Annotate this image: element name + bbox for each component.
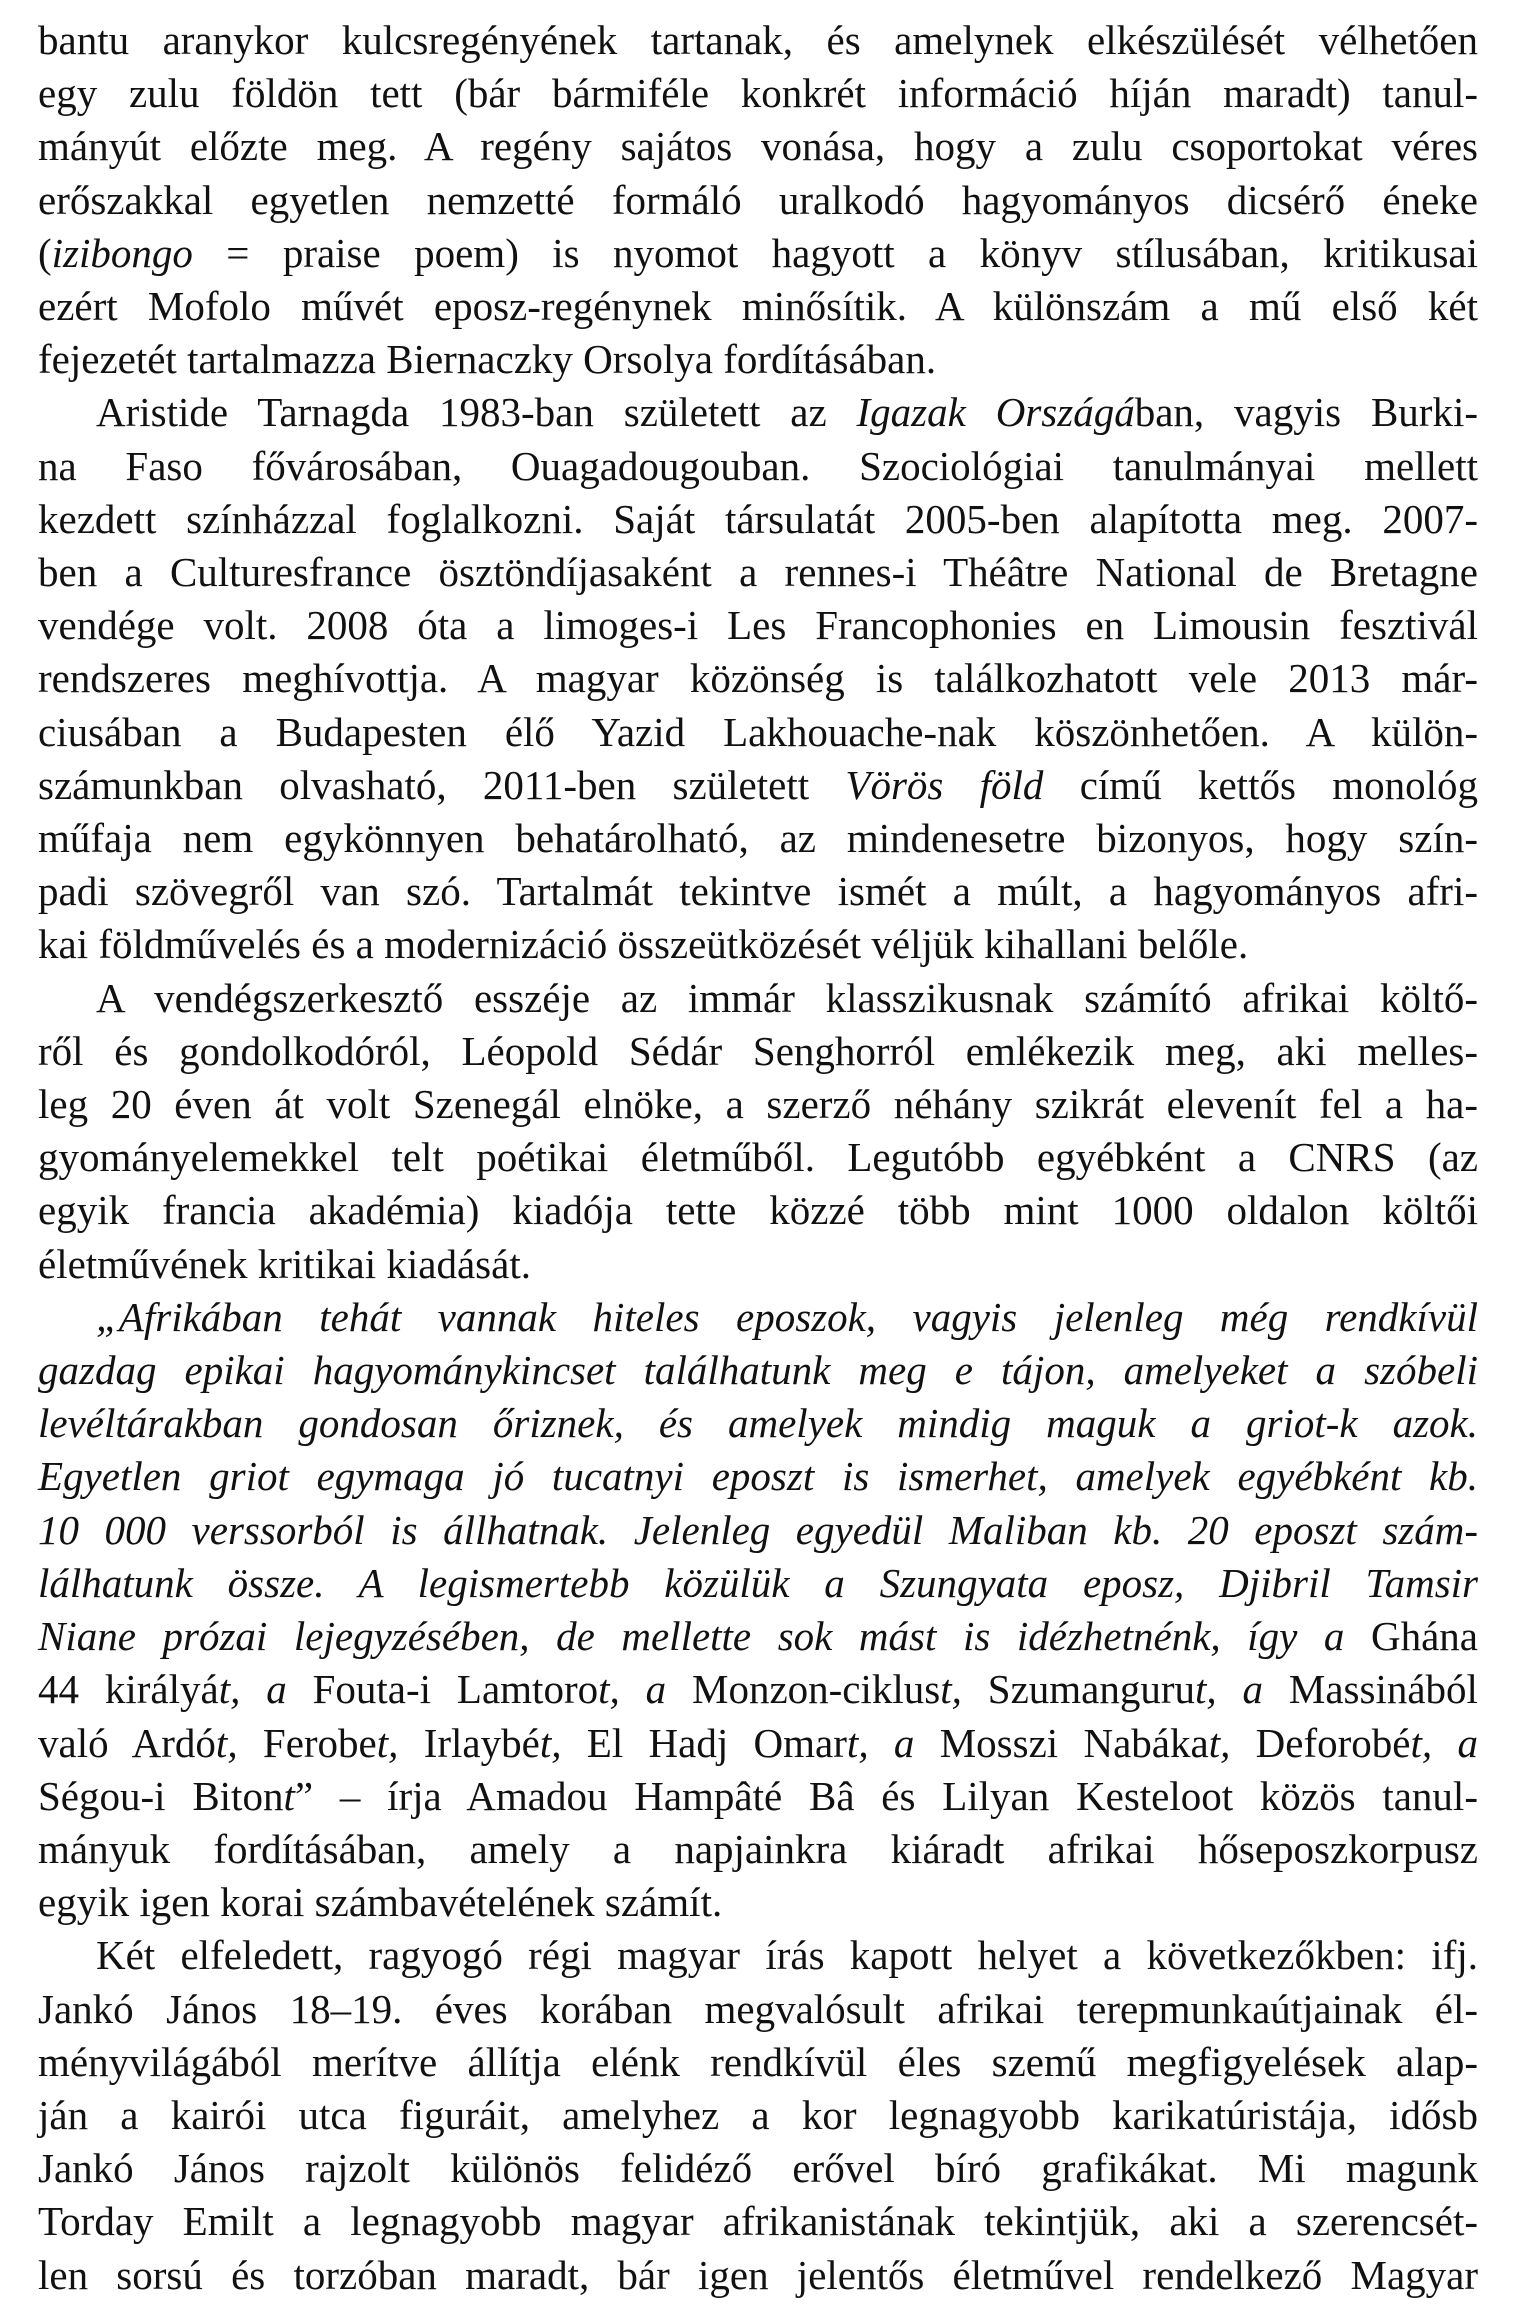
text-line: [38, 1557, 1478, 1610]
text-line: [38, 174, 1478, 227]
italic-text: t: [283, 1772, 295, 1819]
text-run: Deforobé: [1255, 1719, 1411, 1766]
text-line: [38, 1344, 1478, 1397]
text-line: [38, 1397, 1478, 1450]
text-line: [38, 1717, 1478, 1770]
italic-text: t,: [539, 1719, 587, 1766]
italic-text: t,: [940, 1666, 988, 1713]
text-run: A vendégszerkesztő esszéje az immár klasszikusnak számító afrikai költő-: [96, 974, 1478, 1021]
italic-text: „Afrikában tehát vannak hiteles eposzok, vagyis jelenleg még rendkívül: [96, 1293, 1478, 1340]
italic-text: gazdag epikai hagyománykincset találhatunk meg e tájon, amelyeket a szóbeli: [38, 1347, 1478, 1394]
italic-text: lálhatunk össze. A legismertebb közülük a Szungyata eposz, Djibril Tamsir: [38, 1559, 1478, 1606]
text-line: [38, 865, 1478, 918]
text-line: [38, 386, 1478, 439]
italic-text: t, a: [598, 1666, 692, 1713]
italic-text: t, a: [218, 1666, 313, 1713]
text-run: egyik igen korai számbavételének számít.: [38, 1879, 723, 1926]
text-line: [38, 333, 1478, 386]
text-line: [38, 493, 1478, 546]
italic-text: t, a: [1195, 1666, 1289, 1713]
text-line: [38, 1238, 1478, 1291]
text-run: számunkban olvasható, 2011-ben született: [38, 761, 846, 808]
text-line: [38, 1184, 1478, 1237]
text-run: Irlaybé: [423, 1719, 540, 1766]
text-line: [38, 2195, 1478, 2248]
text-line: [38, 1823, 1478, 1876]
italic-text: 10 000 verssorból is állhatnak. Jelenleg egyedül Maliban kb. 20 eposzt szám-: [38, 1506, 1478, 1553]
document-page: [38, 14, 1478, 2302]
text-run: Ségou-i Biton: [38, 1772, 284, 1819]
italic-text: Vörös föld: [845, 761, 1044, 808]
text-run: ben a Culturesfrance ösztöndíjasaként a rennes-i Théâtre National de Bretagne: [38, 549, 1478, 596]
text-line: [38, 1610, 1478, 1663]
text-run: Torday Emilt a legnagyobb magyar afrikanistának tekintjük, aki a szerencsét-: [38, 2198, 1478, 2245]
text-run: Jankó János 18–19. éves korában megvalósult afrikai terepmunkaútjainak él-: [38, 1985, 1478, 2032]
italic-text: t, a: [1410, 1719, 1478, 1766]
paragraph-p4: [38, 1291, 1478, 1929]
text-run: egy zulu földön tett (bár bármiféle konkrét információ híján maradt) tanul-: [38, 70, 1478, 117]
text-run: fejezetét tartalmazza Biernaczky Orsolya fordításában.: [38, 336, 937, 383]
paragraph-p3: [38, 972, 1478, 1291]
text-run: kezdett színházzal foglalkozni. Saját társulatát 2005-ben alapította meg. 2007-: [38, 495, 1478, 542]
text-line: [38, 2249, 1478, 2302]
text-run: Szumanguru: [987, 1666, 1196, 1713]
text-line: [38, 1078, 1478, 1131]
italic-text: t, a: [846, 1719, 940, 1766]
text-run: bantu aranykor kulcsregényének tartanak, és amelynek elkészülését vélhetően: [38, 17, 1478, 63]
text-line: [38, 1291, 1478, 1344]
text-run: Massinából: [1288, 1666, 1478, 1713]
text-run: El Hadj Omar: [586, 1719, 847, 1766]
text-run: rendszeres meghívottja. A magyar közönség is találkozhatott vele 2013 már-: [38, 655, 1478, 702]
text-run: len sorsú és torzóban maradt, bár igen jelentős életművel rendelkező Magyar: [38, 2251, 1478, 2298]
paragraph-p1: [38, 14, 1478, 386]
italic-text: t,: [376, 1719, 424, 1766]
text-line: [38, 1025, 1478, 1078]
text-line: [38, 812, 1478, 865]
text-run: Monzon-ciklus: [692, 1666, 941, 1713]
text-run: ről és gondolkodóról, Léopold Sédár Senghorról emlékezik meg, aki melles-: [38, 1027, 1478, 1074]
text-run: műfaja nem egykönnyen behatárolható, az mindenesetre bizonyos, hogy szín-: [38, 815, 1478, 862]
text-run: (: [38, 229, 52, 276]
text-line: [38, 67, 1478, 120]
paragraph-p2: [38, 386, 1478, 971]
text-run: való Ardó: [38, 1719, 216, 1766]
text-run: egyik francia akadémia) kiadója tette közzé több mint 1000 oldalon költői: [38, 1187, 1478, 1234]
text-line: [38, 546, 1478, 599]
italic-text: Egyetlen griot egymaga jó tucatnyi eposzt is ismerhet, amelyek egyébként kb.: [38, 1453, 1478, 1500]
text-line: [38, 1876, 1478, 1929]
text-run: életművének kritikai kiadását.: [38, 1240, 531, 1287]
italic-text: t,: [215, 1719, 263, 1766]
text-line: [38, 280, 1478, 333]
text-run: ményvilágából merítve állítja elénk rendkívül éles szemű megfigyelések alap-: [38, 2038, 1478, 2085]
text-line: [38, 120, 1478, 173]
text-line: [38, 2089, 1478, 2142]
text-line: [38, 227, 1478, 280]
text-line: [38, 2142, 1478, 2195]
paragraph-p5: [38, 1929, 1478, 2301]
text-run: Ghána: [1370, 1613, 1478, 1660]
text-run: na Faso fővárosában, Ouagadougouban. Szociológiai tanulmányai mellett: [38, 442, 1478, 489]
text-run: kai földművelés és a modernizáció összeütközését véljük kihallani belőle.: [38, 921, 1249, 968]
text-run: mányuk fordításában, amely a napjainkra kiáradt afrikai hőseposzkorpusz: [38, 1825, 1478, 1872]
text-line: [38, 1504, 1478, 1557]
text-run: ciusában a Budapesten élő Yazid Lakhouache-nak köszönhetően. A külön-: [38, 708, 1478, 755]
text-run: = praise poem) is nyomot hagyott a könyv stílusában, kritikusai: [192, 229, 1478, 276]
text-run: című kettős monológ: [1043, 761, 1478, 808]
text-run: mányút előzte meg. A regény sajátos vonása, hogy a zulu csoportokat véres: [38, 123, 1478, 170]
italic-text: izibongo: [51, 229, 193, 276]
text-run: ján a kairói utca figuráit, amelyhez a kor legnagyobb karikatúristája, idősb: [38, 2091, 1478, 2138]
text-line: [38, 440, 1478, 493]
text-line: [38, 2036, 1478, 2089]
text-line: [38, 1770, 1478, 1823]
italic-text: Igazak Országá: [856, 389, 1135, 436]
text-run: leg 20 éven át volt Szenegál elnöke, a szerző néhány szikrát elevenít fel a ha-: [38, 1081, 1478, 1128]
text-line: [38, 972, 1478, 1025]
text-run: padi szövegről van szó. Tartalmát tekintve ismét a múlt, a hagyományos afri-: [38, 868, 1478, 915]
text-line: [38, 918, 1478, 971]
text-line: [38, 1983, 1478, 2036]
text-run: 44 királyá: [38, 1666, 219, 1713]
text-run: vendége volt. 2008 óta a limoges-i Les Francophonies en Limousin fesztivál: [38, 602, 1478, 649]
text-line: [38, 1663, 1478, 1716]
italic-text: t,: [1208, 1719, 1256, 1766]
text-run: Két elfeledett, ragyogó régi magyar írás kapott helyet a következőkben: ifj.: [96, 1932, 1478, 1979]
text-run: gyományelemekkel telt poétikai életműből. Legutóbb egyébként a CNRS (az: [38, 1134, 1478, 1181]
text-run: ban, vagyis Burki-: [1134, 389, 1478, 436]
text-line: [38, 759, 1478, 812]
text-run: Ferobe: [262, 1719, 377, 1766]
text-run: Fouta-i Lamtoro: [312, 1666, 599, 1713]
text-run: ” – írja Amadou Hampâté Bâ és Lilyan Kesteloot közös tanul-: [294, 1772, 1478, 1819]
text-line: [38, 599, 1478, 652]
text-run: Mosszi Nabáka: [939, 1719, 1209, 1766]
text-run: Jankó János rajzolt különös felidéző erővel bíró grafikákat. Mi magunk: [38, 2145, 1478, 2192]
text-run: erőszakkal egyetlen nemzetté formáló uralkodó hagyományos dicsérő éneke: [38, 176, 1478, 223]
text-line: [38, 652, 1478, 705]
text-run: Aristide Tarnagda 1983-ban született az: [96, 389, 857, 436]
text-line: [38, 706, 1478, 759]
italic-text: Niane prózai lejegyzésében, de mellette sok mást is idézhetnénk, így a: [38, 1613, 1371, 1660]
text-line: [38, 1131, 1478, 1184]
text-run: ezért Mofolo művét eposz-regénynek minősítik. A különszám a mű első két: [38, 283, 1478, 330]
italic-text: levéltárakban gondosan őriznek, és amelyek mindig maguk a griot-k azok.: [38, 1400, 1478, 1447]
text-line: [38, 1450, 1478, 1503]
text-line: [38, 1929, 1478, 1982]
text-line: [38, 14, 1478, 67]
